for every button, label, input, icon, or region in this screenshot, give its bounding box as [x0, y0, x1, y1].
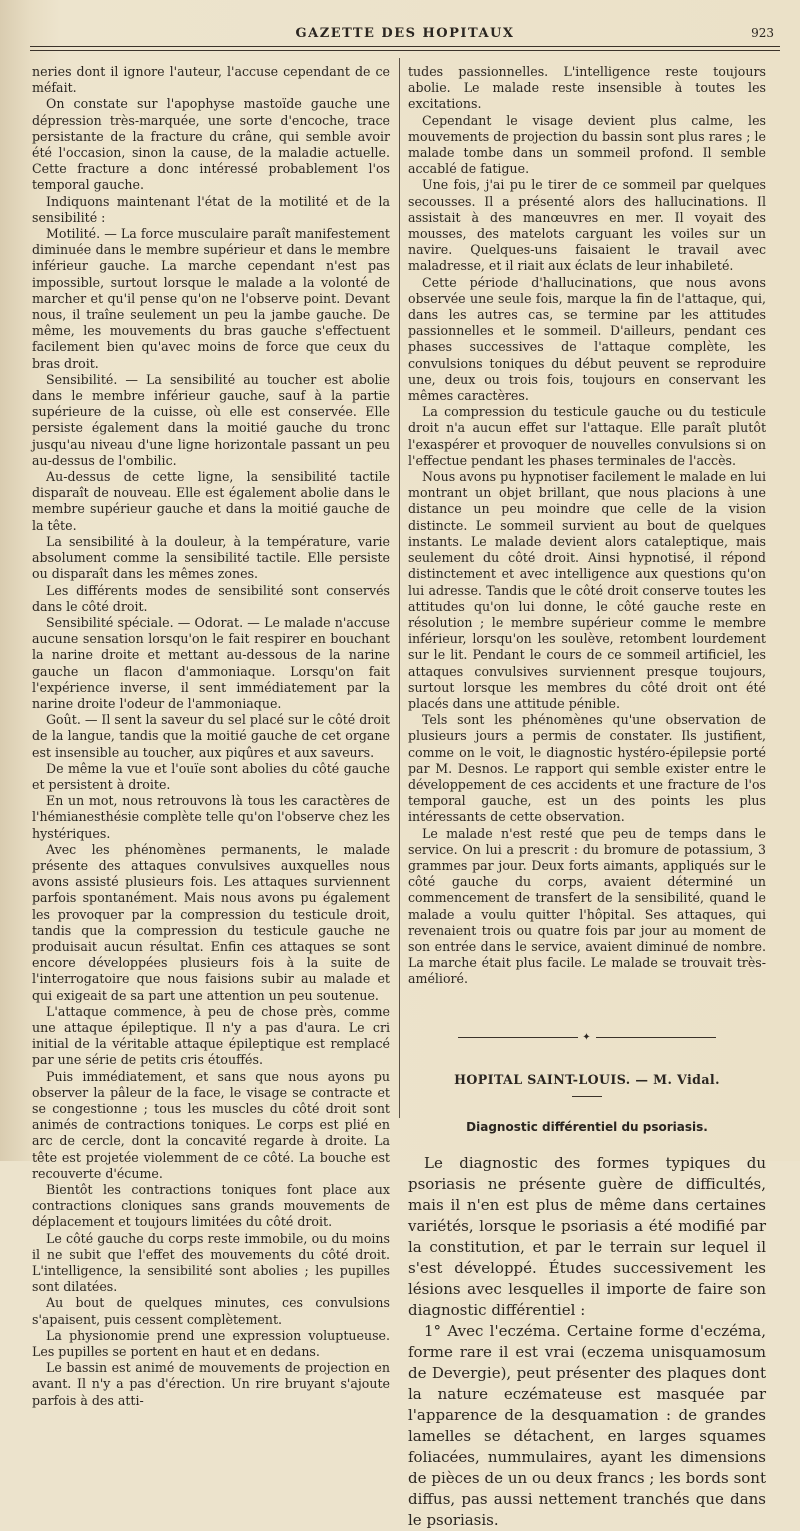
paragraph: Sensibilité. — La sensibilité au toucher est abolie dans le membre inférieur gauche, sauf à la partie supérieure de la cuisse, où elle est conservée. Elle persiste également dans la moitié gauche du tronc jusqu'au niveau d'une ligne horizontale passant un peu au-dessus de l'ombilic.: [32, 371, 390, 468]
section-subtitle: Diagnostic différentiel du psoriasis.: [466, 1119, 708, 1134]
column-divider: [399, 58, 400, 1118]
paragraph: Puis immédiatement, et sans que nous ayons pu observer la pâleur de la face, le visage se contracte et se congestionne ; tous les muscles du côté droit sont animés de contractions toniques. Le corps est plié en arc de cercle, dont la concavité regarde à droite. La tête est projetée violemment de ce côté. La bouche est recouverte d'écume.: [32, 1068, 390, 1181]
paragraph: Motilité. — La force musculaire paraît manifestement diminuée dans le membre supérieur et dans le membre inférieur gauche. La marche cependant n'est pas impossible, surtout lorsque le malade a la volonté de marcher et qu'il pense qu'on ne l'observe point. Devant nous, il traîne seulement un peu la jambe gauche. De même, les mouvements du bras gauche s'effectuent facilement bien qu'avec moins de force que ceux du bras droit.: [32, 226, 390, 371]
paragraph: L'attaque commence, à peu de chose près, comme une attaque épileptique. Il n'y a pas d'aura. Le cri initial de la véritable attaque épileptique est remplacé par une série de petits cris étouffés.: [32, 1003, 390, 1068]
page-number: 923: [751, 26, 774, 40]
paragraph: La sensibilité à la douleur, à la température, varie absolument comme la sensibilité tactile. Elle persiste ou disparaît dans les mêmes zones.: [32, 533, 390, 582]
paragraph: neries dont il ignore l'auteur, l'accuse cependant de ce méfait.: [32, 64, 390, 96]
section-body: [408, 1153, 766, 1531]
left-column: [32, 64, 390, 1409]
paragraph: De même la vue et l'ouïe sont abolies du côté gauche et persistent à droite.: [32, 760, 390, 792]
paragraph: On constate sur l'apophyse mastoïde gauche une dépression très-marquée, une sorte d'encoche, trace persistante de la fracture du crâne, qui semble avoir été l'occasion, sinon la cause, de la maladie actuelle. Cette fracture a donc intéressé probablement l'os temporal gauche.: [32, 96, 390, 193]
running-title: GAZETTE DES HOPITAUX: [295, 26, 515, 41]
paragraph: Sensibilité spéciale. — Odorat. — Le malade n'accuse aucune sensation lorsqu'on le fait respirer en bouchant la narine droite et mettant au-dessous de la narine gauche un flacon d'ammoniaque. Lorsqu'on fait l'expérience inverse, il sent immédiatement par la narine droite l'odeur de l'ammoniaque.: [32, 614, 390, 711]
paragraph: En un mot, nous retrouvons là tous les caractères de l'hémianesthésie complète telle qu'on l'observe chez les hystériques.: [32, 793, 390, 841]
section-title-rule: [572, 1096, 602, 1097]
section-paragraph: Le diagnostic des formes typiques du psoriasis ne présente guère de difficultés, mais il n'en est plus de même dans certaines variétés, lorsque le psoriasis a été modifié par la constitution, et par le terrain sur lequel il s'est développé. Études successivement les lésions avec lesquelles il importe de faire son diagnostic différentiel :: [408, 1154, 766, 1320]
paragraph: La physionomie prend une expression voluptueuse. Les pupilles se portent en haut et en dedans.: [32, 1327, 390, 1360]
paragraph: tudes passionnelles. L'intelligence reste toujours abolie. Le malade reste insensible à toutes les excitations.: [408, 64, 766, 112]
paragraph: Au bout de quelques minutes, ces convulsions s'apaisent, puis cessent complètement.: [32, 1295, 390, 1327]
right-column-text: [408, 64, 766, 988]
paragraph: Bientôt les contractions toniques font place aux contractions cloniques sans grands mouvements de déplacement et toujours limitées du côté droit.: [32, 1182, 390, 1230]
header-rule: [30, 46, 780, 47]
section-title: HOPITAL SAINT-LOUIS. — M. Vidal.: [454, 1071, 720, 1087]
section-ornament: [408, 1030, 766, 1046]
paragraph: Goût. — Il sent la saveur du sel placé sur le côté droit de la langue, tandis que la moitié gauche de cet organe est insensible au toucher, aux piqûres et aux saveurs.: [32, 712, 390, 760]
right-column: [408, 64, 766, 1531]
paragraph: Le côté gauche du corps reste immobile, ou du moins il ne subit que l'effet des mouvements du côté droit. L'intelligence, la sensibilité sont abolies ; les pupilles sont dilatées.: [32, 1230, 390, 1295]
paragraph: Les différents modes de sensibilité sont conservés dans le côté droit.: [32, 582, 390, 614]
section-paragraph: 1° Avec l'eczéma. Certaine forme d'eczéma, forme rare il est vrai (eczema unisquamosum de Devergie), peut présenter des plaques dont la nature eczémateuse est masquée par l'apparence de la desquamation : de grandes lamelles se détachent, en larges squames foliacées, nummulaires, ayant les dimensions de pièces de un ou deux francs ; les bords sont diffus, pas aussi nettement tranchés que dans le psoriasis.: [408, 1322, 766, 1530]
paragraph: Le bassin est animé de mouvements de projection en avant. Il n'y a pas d'érection. Un rire bruyant s'ajoute parfois à des atti-: [32, 1360, 390, 1408]
paragraph: Avec les phénomènes permanents, le malade présente des attaques convulsives auxquelles nous avons assisté plusieurs fois. Les attaques surviennent parfois spontanément. Mais nous avons pu également les provoquer par la compression du testicule droit, tandis que la compression du testicule gauche ne produisait aucun résultat. Enfin ces attaques se sont encore développées plusieurs fois à la suite de l'interrogatoire que nous faisions subir au malade et qui exigeait de sa part une attention un peu soutenue.: [32, 841, 390, 1003]
paragraph: La compression du testicule gauche ou du testicule droit n'a aucun effet sur l'attaque. Elle paraît plutôt l'exaspérer et provoquer de nouvelles convulsions si on l'effectue pendant les phases terminales de l'accès.: [408, 404, 766, 468]
header-rule-thin: [30, 50, 780, 51]
paragraph: Tels sont les phénomènes qu'une observation de plusieurs jours a permis de constater. Ils justifient, comme on le voit, le diagnostic hystéro-épilepsie porté par M. Desnos. Le rapport qui semble exister entre le développement de ces accidents et une fracture de l'os temporal gauche, est un des points les plus intéressants de cette observation.: [408, 712, 766, 825]
paragraph: Au-dessus de cette ligne, la sensibilité tactile disparaît de nouveau. Elle est également abolie dans le membre supérieur gauche et dans la moitié gauche de la tête.: [32, 469, 390, 533]
paragraph: Cette période d'hallucinations, que nous avons observée une seule fois, marque la fin de l'attaque, qui, dans les autres cas, se termine par les attitudes passionnelles et le sommeil. D'ailleurs, pendant ces phases successives de l'attaque complète, les convulsions toniques du début peuvent se reproduire une, deux ou trois fois, toujours en conservant les mêmes caractères.: [408, 274, 766, 404]
paragraph: Indiquons maintenant l'état de la motilité et de la sensibilité :: [32, 193, 390, 225]
ornament-glyph: ✦: [582, 1031, 592, 1043]
paragraph: Le malade n'est resté que peu de temps dans le service. On lui a prescrit : du bromure de potassium, 3 grammes par jour. Deux forts aimants, appliqués sur le côté gauche du corps, avaient déterminé un commencement de transfert de la sensibilité, quand le malade a voulu quitter l'hôpital. Ses attaques, qui revenaient trois ou quatre fois par jour au moment de son entrée dans le service, avaient diminué de nombre. La marche était plus facile. Le malade se trouvait très-amélioré.: [408, 825, 766, 987]
paragraph: Cependant le visage devient plus calme, les mouvements de projection du bassin sont plus rares ; le malade tombe dans un sommeil profond. Il semble accablé de fatigue.: [408, 112, 766, 177]
paragraph: Une fois, j'ai pu le tirer de ce sommeil par quelques secousses. Il a présenté alors des hallucinations. Il assistait à des manœuvres en mer. Il voyait des mousses, des matelots carguant les voiles sur un navire. Quelques-uns faisaient le travail avec maladresse, et il riait aux éclats de leur inhabileté.: [408, 177, 766, 274]
paragraph: Nous avons pu hypnotiser facilement le malade en lui montrant un objet brillant, que nous placions à une distance un peu moindre que celle de la vision distincte. Le sommeil survient au bout de quelques instants. Le malade devient alors cataleptique, mais seulement du côté droit. Ainsi hypnotisé, il répond distinctement et avec intelligence aux questions qu'on lui adresse. Tandis que le côté droit conserve toutes les attitudes qu'on lui donne, le côté gauche reste en résolution ; le membre supérieur comme le membre inférieur, lorsqu'on les soulève, retombent lourdement sur le lit. Pendant le cours de ce sommeil artificiel, les attaques convulsives surviennent presque toujours, surtout lorsque les membres du côté droit ont été placés dans une attitude pénible.: [408, 469, 766, 711]
